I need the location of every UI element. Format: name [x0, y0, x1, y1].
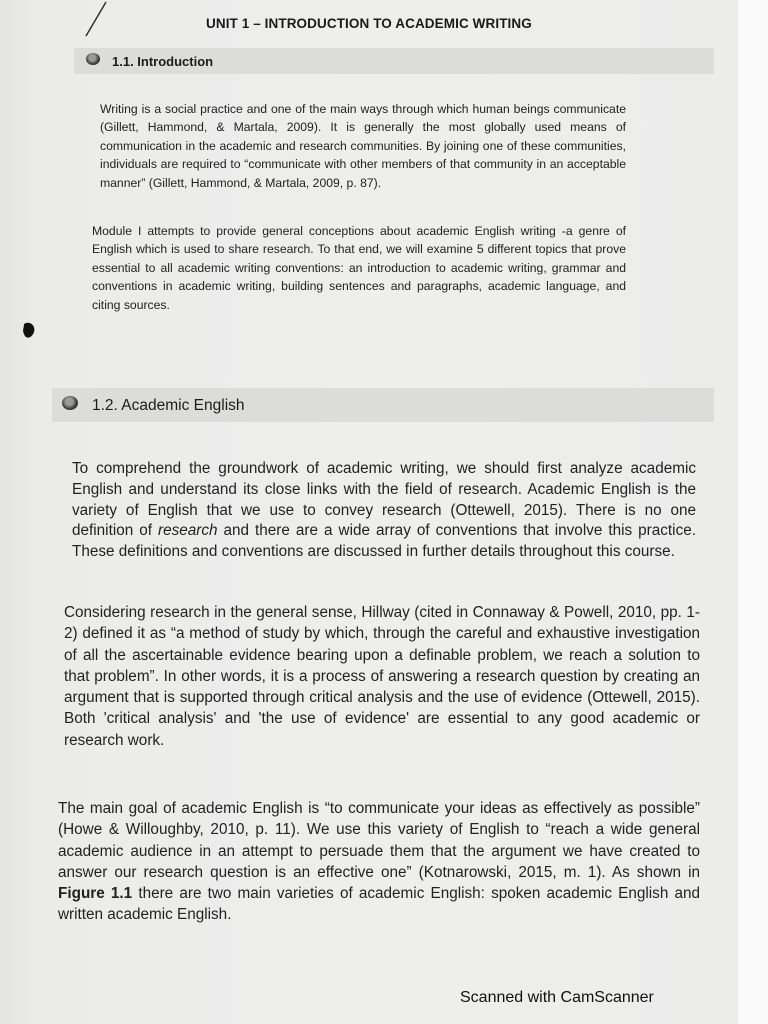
text-run: The main goal of academic English is “to communicate your ideas as effectively as possible” (Howe & Willoughby, 2010, p. 11). We use this variety of English to “reach a wide general academic audience in an attempt to persuade them that the argument we have created to answer our research question is an effective one” (Kotnarowski, 2015, m. 1). As shown in	[58, 800, 700, 881]
intro-paragraph-1: Writing is a social practice and one of the main ways through which human beings communicate (Gillett, Hammond, & Martala, 2009). It is generally the most globally used means of communication in the academic and research communities. By joining one of these communities, individuals are required to “communicate with other members of that community in an acceptable manner” (Gillett, Hammond, & Martala, 2009, p. 87).	[100, 102, 626, 190]
academic-english-paragraph-3	[58, 798, 700, 926]
academic-english-paragraph-2: Considering research in the general sense, Hillway (cited in Connaway & Powell, 2010, pp. 1-2) defined it as “a method of study by which, through the careful and exhaustive investigation of all the ascertainable evidence bearing upon a definable problem, we reach a solution to that problem”. In other words, it is a process of answering a research question by creating an argument that is supported through critical analysis and the use of evidence (Ottewell, 2015). Both 'critical analysis' and 'the use of evidence' are essential to any good academic or research work.	[64, 604, 700, 749]
section-heading-academic-english: 1.2. Academic English	[92, 397, 245, 414]
scanner-watermark: Scanned with CamScanner	[460, 989, 654, 1006]
punch-hole-mark	[20, 318, 40, 342]
text-run: there are two main varieties of academic English: spoken academic English and written academic English.	[58, 885, 701, 924]
emphasis-research: research	[158, 522, 218, 540]
academic-english-paragraph-1	[72, 459, 696, 563]
unit-title: UNIT 1 – INTRODUCTION TO ACADEMIC WRITING	[206, 16, 532, 31]
bullet-circle-icon	[62, 396, 78, 410]
intro-paragraph-2: Module I attempts to provide general conceptions about academic English writing -a genre of English which is used to share research. To that end, we will examine 5 different topics that prove essential to all academic writing conventions: an introduction to academic writing, grammar and conventions in academic writing, building sentences and paragraphs, academic language, and citing sources.	[92, 224, 626, 312]
page-margin	[738, 0, 768, 1024]
section-heading-introduction: 1.1. Introduction	[112, 54, 214, 69]
text-run: and there are a wide array of conventions that involve this practice. These definitions and conventions are discussed in further details throughout this course.	[72, 522, 696, 561]
pen-stroke-mark	[80, 0, 110, 40]
text-run: To comprehend the groundwork of academic writing, we should first analyze academic English and understand its close links with the field of research. Academic English is the variety of English that we use to convey research (Ottewell, 2015). There is no one definition of	[72, 460, 696, 540]
figure-reference: Figure 1.1	[58, 885, 133, 903]
bullet-circle-icon	[86, 53, 100, 65]
